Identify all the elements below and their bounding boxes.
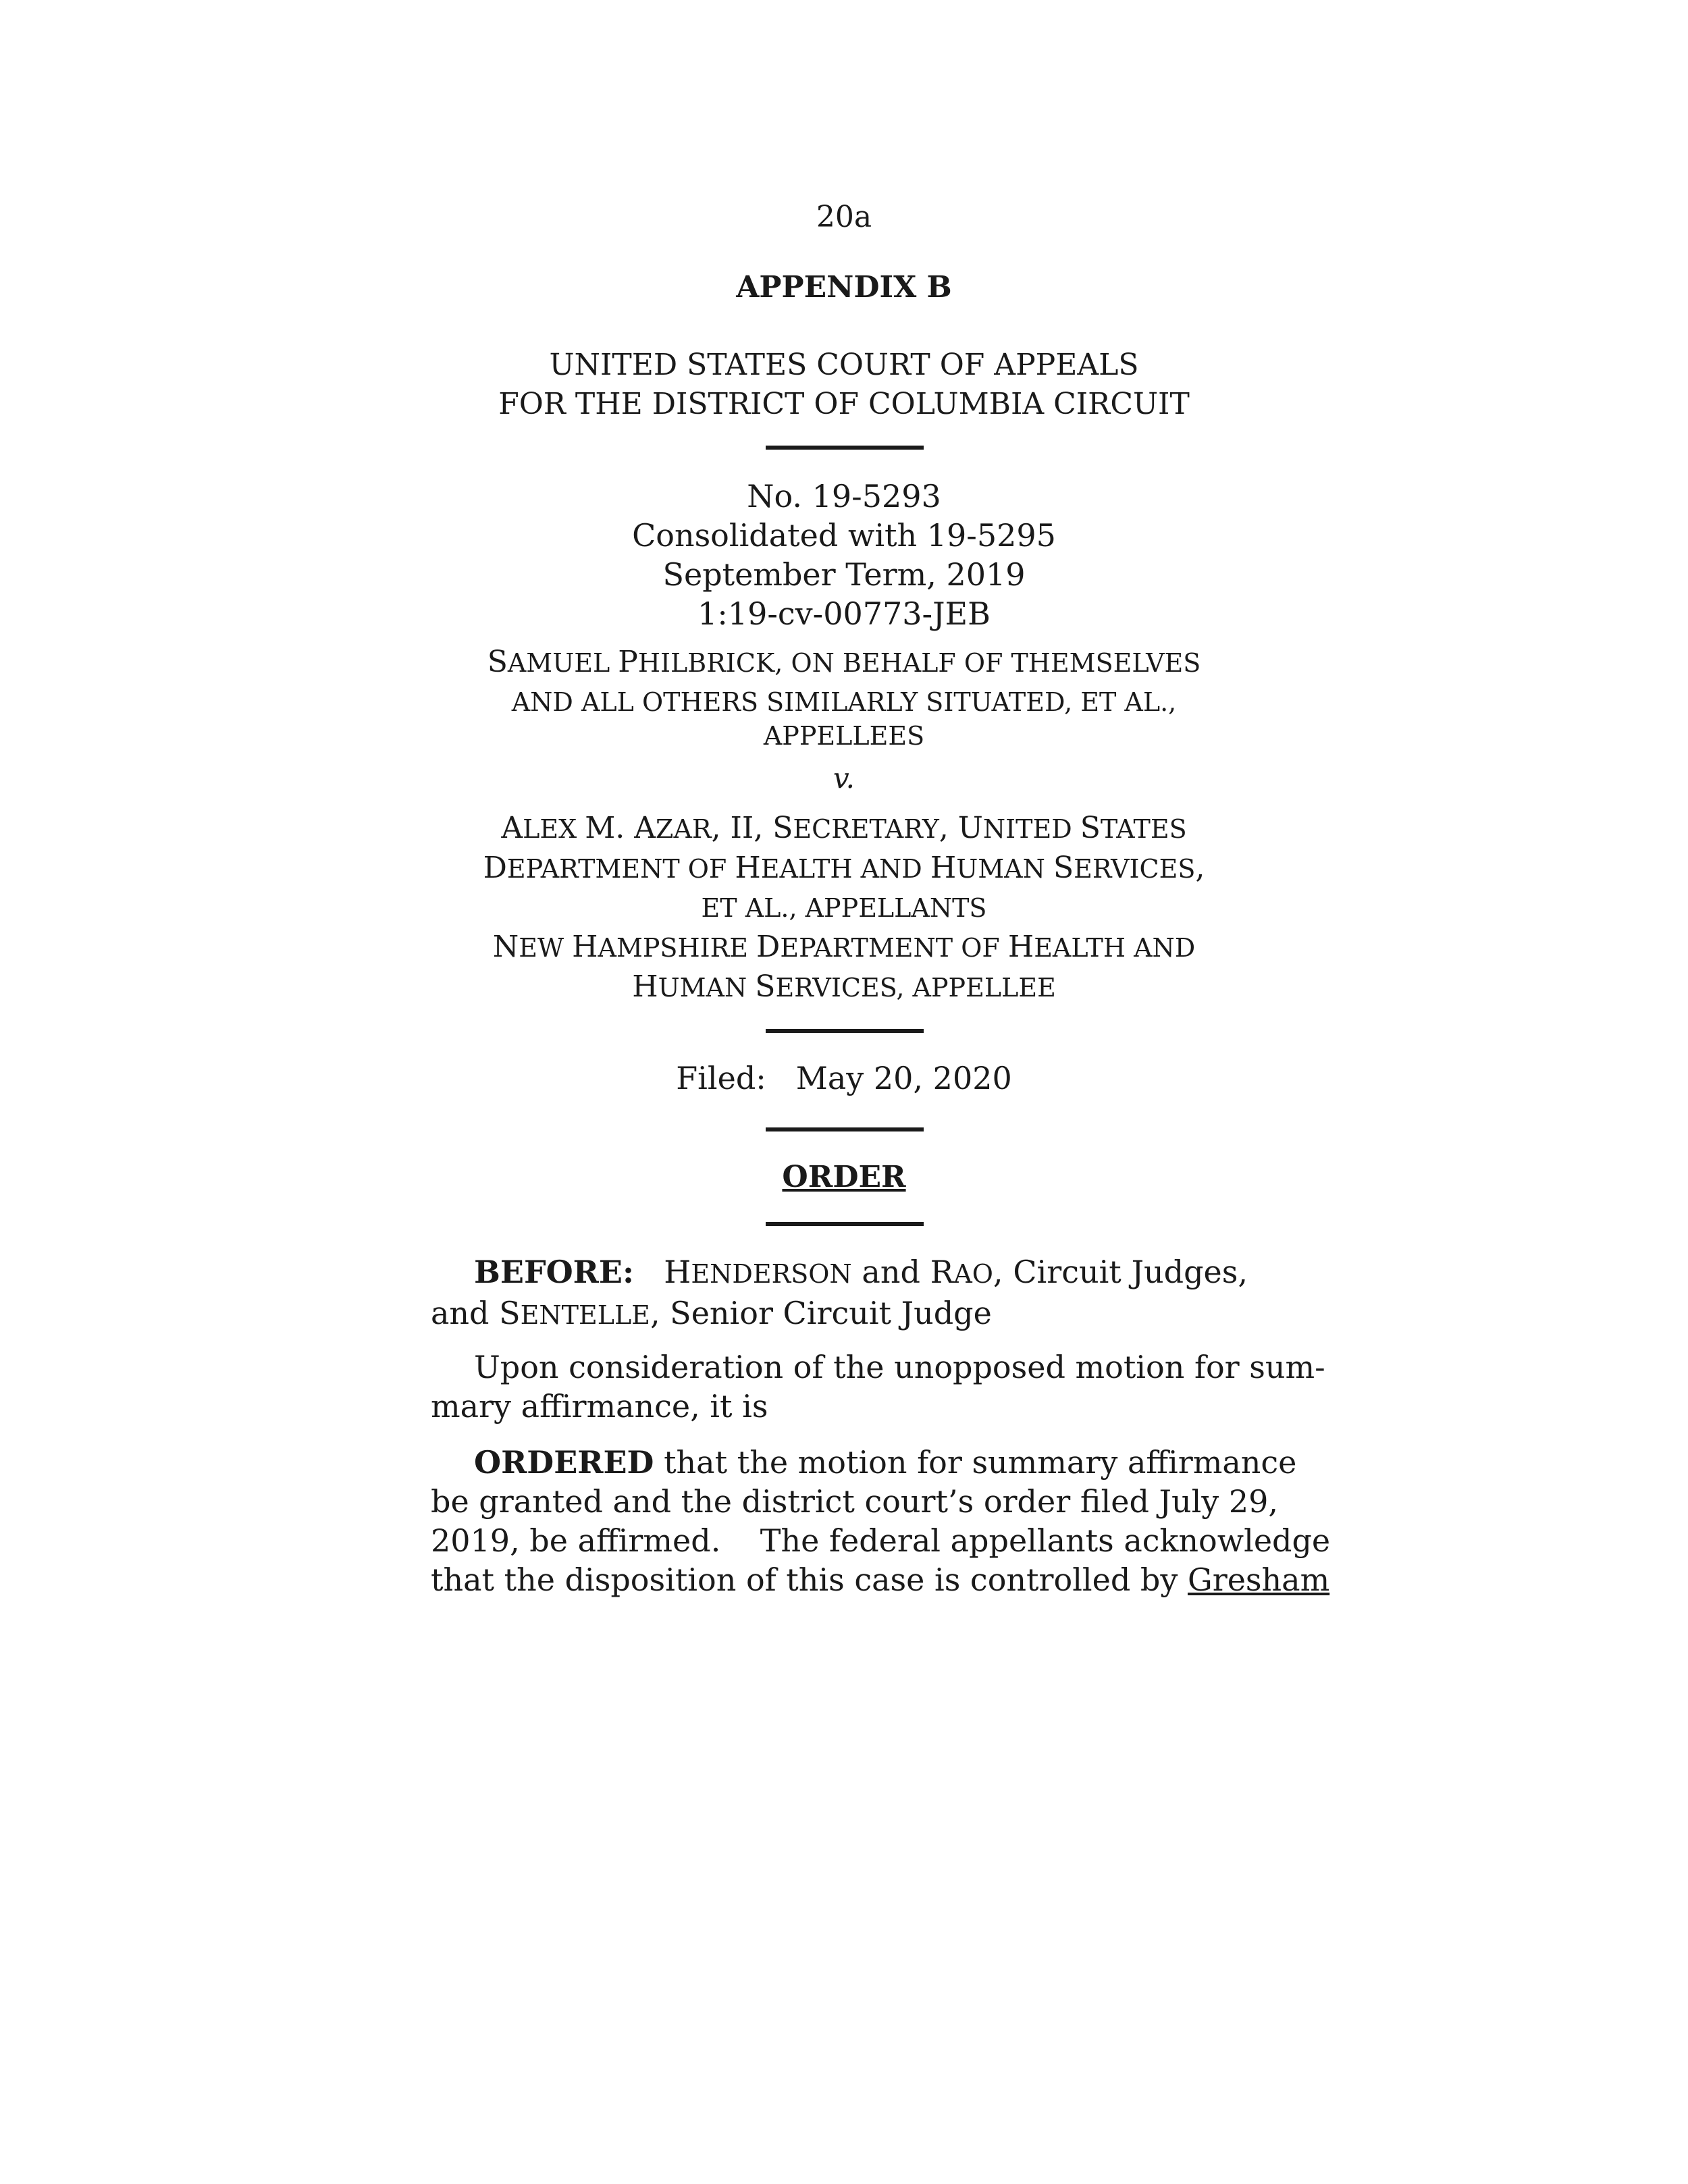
small-caps-segment: ERVICES, APPELLEE xyxy=(775,973,1056,1003)
small-caps-segment: N xyxy=(492,930,519,964)
divider-rule-2 xyxy=(766,1029,924,1033)
small-caps-segment: ZAR xyxy=(656,814,712,844)
small-caps-segment: ERVICES xyxy=(1074,854,1196,884)
small-caps-segment: EALTH AND xyxy=(1034,933,1196,963)
small-caps-segment: EW xyxy=(519,933,573,963)
small-caps-segment: AMPSHIRE xyxy=(598,933,757,963)
small-caps-segment: ENTELLE xyxy=(520,1300,650,1330)
small-caps-segment: M. A xyxy=(585,811,656,845)
small-caps-segment: D xyxy=(756,930,781,964)
court-name xyxy=(0,346,1688,424)
appellees-line-2: AND ALL OTHERS SIMILARLY SITUATED, ET AL., xyxy=(511,687,1177,717)
court-line-2: FOR THE DISTRICT OF COLUMBIA CIRCUIT xyxy=(498,387,1190,421)
divider-rule-3 xyxy=(766,1127,924,1131)
order-heading: ORDER xyxy=(782,1160,906,1194)
small-caps-segment: H xyxy=(735,851,761,885)
filed-line xyxy=(0,1060,1688,1096)
filed-date: May 20, 2020 xyxy=(795,1060,1012,1096)
appellants-line-3: ET AL., APPELLANTS xyxy=(701,893,987,923)
ordered-label: ORDERED xyxy=(474,1444,654,1481)
appellees-block xyxy=(0,645,1688,753)
small-caps-segment: H xyxy=(632,969,658,1004)
small-caps-segment: and S xyxy=(431,1295,521,1331)
small-caps-segment: AO xyxy=(953,1259,993,1289)
small-caps-segment: S xyxy=(1080,811,1101,845)
appellants-block xyxy=(0,811,1688,925)
court-line-1: UNITED STATES COURT OF APPEALS xyxy=(549,348,1139,382)
page-number: 20a xyxy=(816,200,872,234)
paragraph-ordered xyxy=(431,1443,1331,1599)
small-caps-segment: , U xyxy=(939,811,983,845)
paragraph2-line-4: that the disposition of this case is controlled by Gresham xyxy=(431,1562,1330,1598)
appellees-line-1: SAMUEL PHILBRICK, ON BEHALF OF THEMSELVES xyxy=(487,645,1201,679)
before-line-2 xyxy=(431,1294,1248,1335)
panel-judges xyxy=(664,1254,1248,1290)
small-caps-segment: EPARTMENT OF xyxy=(780,933,1008,963)
appellants-line-2 xyxy=(0,851,1688,891)
third-party-block xyxy=(0,930,1688,1010)
paragraph1-line-2: mary affirmance, it is xyxy=(431,1388,768,1424)
before-panel xyxy=(431,1252,1248,1335)
appendix-heading: APPENDIX B xyxy=(736,270,952,304)
small-caps-segment: S xyxy=(755,969,776,1004)
small-caps-segment: TATES xyxy=(1100,814,1187,844)
case-number: No. 19-5293 xyxy=(747,478,941,514)
small-caps-segment: UMAN xyxy=(658,973,756,1003)
small-caps-segment: , xyxy=(1195,851,1205,885)
small-caps-segment: H xyxy=(930,851,957,885)
small-caps-segment: ENDERSON xyxy=(691,1259,852,1289)
divider-rule-4 xyxy=(766,1222,924,1226)
docket-number: 1:19-cv-00773-JEB xyxy=(697,595,991,632)
before-line-1 xyxy=(431,1252,1248,1294)
small-caps-segment: A xyxy=(501,811,523,845)
paragraph-consideration xyxy=(431,1348,1325,1426)
small-caps-segment: , Circuit Judges, xyxy=(993,1254,1248,1290)
small-caps-segment: H xyxy=(572,930,598,964)
divider-rule-1 xyxy=(766,446,924,450)
versus: v. xyxy=(833,762,855,795)
small-caps-segment: NITED xyxy=(982,814,1080,844)
third-party-line-1 xyxy=(0,930,1688,970)
appellants-line-1 xyxy=(0,811,1688,851)
small-caps-segment: EALTH AND xyxy=(760,854,930,884)
consolidated-case: Consolidated with 19-5295 xyxy=(632,517,1056,554)
paragraph2-line-3: 2019, be affirmed. The federal appellants acknowledge xyxy=(431,1522,1331,1559)
paragraph1-line-1: Upon consideration of the unopposed motion for sum- xyxy=(474,1349,1325,1385)
third-party-line-2 xyxy=(0,970,1688,1010)
small-caps-segment: UMAN xyxy=(956,854,1053,884)
court-term: September Term, 2019 xyxy=(662,556,1026,593)
small-caps-segment: H xyxy=(664,1254,691,1290)
small-caps-segment: EPARTMENT OF xyxy=(506,854,735,884)
small-caps-segment: D xyxy=(483,851,507,885)
small-caps-segment: , II, S xyxy=(711,811,793,845)
before-label: BEFORE: xyxy=(474,1254,634,1290)
small-caps-segment: H xyxy=(1007,930,1034,964)
small-caps-segment: and R xyxy=(851,1254,954,1290)
small-caps-segment: LEX xyxy=(523,814,585,844)
small-caps-segment: , Senior Circuit Judge xyxy=(650,1295,992,1331)
appellees-line-3: APPELLEES xyxy=(763,721,925,751)
gresham-case-reference: Gresham xyxy=(1187,1562,1330,1598)
small-caps-segment: ECRETARY xyxy=(793,814,939,844)
paragraph2-line-1: ORDERED that the motion for summary affirmance xyxy=(474,1444,1297,1481)
small-caps-segment: S xyxy=(1053,851,1074,885)
paragraph2-line-2: be granted and the district court’s order filed July 29, xyxy=(431,1483,1279,1520)
case-info xyxy=(0,477,1688,633)
filed-label: Filed: xyxy=(676,1060,766,1096)
